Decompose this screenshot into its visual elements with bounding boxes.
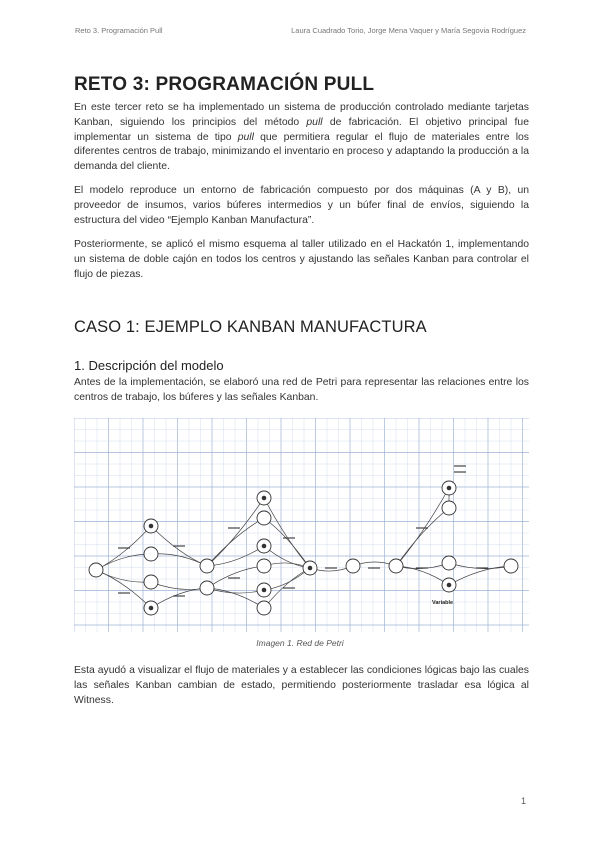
section-subtitle: 1. Descripción del modelo xyxy=(74,358,224,373)
petri-token xyxy=(262,588,267,593)
petri-place xyxy=(257,601,271,615)
petri-token xyxy=(149,524,154,529)
petri-token xyxy=(447,583,452,588)
figure-variable-label: Variable xyxy=(432,600,454,606)
figure-caption: Imagen 1. Red de Petri xyxy=(256,638,344,648)
petri-place xyxy=(504,559,518,573)
petri-arc xyxy=(207,518,264,566)
intro-paragraph-1: En este tercer reto se ha implementado un sistema de producción controlado mediante tarjetas Kanban, siguiendo los principios del método pull de fabricación. El objetivo principal fue implementar un sistema de tipo pull que permitiera regular el flujo de materiales entre los diferentes centros de trabajo, minimizando el inventario en proceso y adaptando la producción a la demanda del cliente. xyxy=(74,102,529,173)
section-paragraph-2: Esta ayudó a visualizar el flujo de materiales y a establecer las condiciones lógicas bajo las cuales las señales Kanban cambian de estado, permitiendo posteriormente trasladar esa lógica al Witness. xyxy=(74,665,529,706)
section-title: CASO 1: EJEMPLO KANBAN MANUFACTURA xyxy=(74,318,427,336)
intro-paragraph-2: El modelo reproduce un entorno de fabricación compuesto por dos máquinas (A y B), un proveedor de insumos, varios búferes intermedios y un búfer final de envíos, siguiendo la estructura del video “Ejemplo Kanban Manufactura”. xyxy=(74,185,529,226)
petri-place xyxy=(200,559,214,573)
petri-token xyxy=(308,566,313,571)
petri-arc xyxy=(151,588,207,608)
petri-place xyxy=(257,559,271,573)
petri-arc xyxy=(264,518,310,568)
petri-arc xyxy=(207,588,264,608)
petri-place xyxy=(144,547,158,561)
petri-place xyxy=(442,501,456,515)
header-right: Laura Cuadrado Torio, Jorge Mena Vaquer y María Segovia Rodríguez xyxy=(291,26,526,35)
section-paragraph-1: Antes de la implementación, se elaboró una red de Petri para representar las relaciones entre los centros de trabajo, los búferes y las señales Kanban. xyxy=(74,377,529,403)
petri-arc xyxy=(151,582,207,590)
page-number: 1 xyxy=(520,796,526,806)
petri-arc xyxy=(396,488,449,566)
petri-arc xyxy=(396,508,449,566)
intro-paragraph-3: Posteriormente, se aplicó el mismo esquema al taller utilizado en el Hackatón 1, implementando un sistema de doble cajón en todos los centros y ajustando las señales Kanban para controlar el flujo de piezas. xyxy=(74,239,529,280)
petri-net-diagram xyxy=(74,418,529,632)
petri-token xyxy=(447,486,452,491)
petri-place xyxy=(144,575,158,589)
petri-place xyxy=(346,559,360,573)
petri-place xyxy=(442,556,456,570)
petri-place xyxy=(257,511,271,525)
petri-net-figure xyxy=(74,418,529,632)
petri-place xyxy=(89,563,103,577)
petri-token xyxy=(149,606,154,611)
petri-arc xyxy=(151,554,207,566)
petri-token xyxy=(262,544,267,549)
page-title: RETO 3: PROGRAMACIÓN PULL xyxy=(74,74,375,95)
petri-token xyxy=(262,496,267,501)
header-left: Reto 3. Programación Pull xyxy=(75,26,163,35)
petri-arc xyxy=(207,566,264,588)
petri-place xyxy=(200,581,214,595)
petri-place xyxy=(389,559,403,573)
